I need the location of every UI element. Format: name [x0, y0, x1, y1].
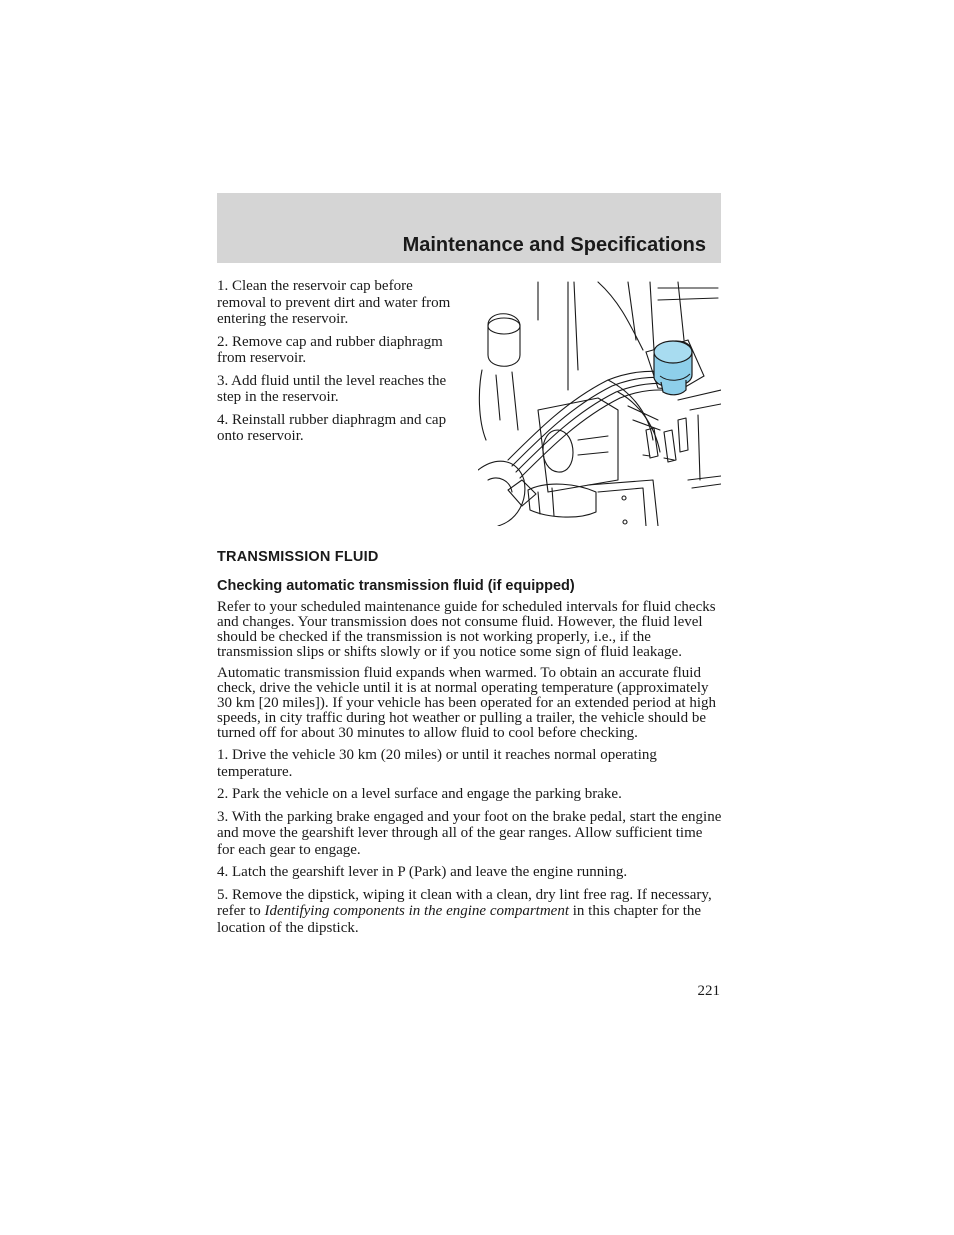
transmission-step-5 [217, 887, 723, 937]
checking-fluid-subheading: Checking automatic transmission fluid (if equipped) [217, 578, 575, 594]
brake-fluid-reservoir-illustration [478, 280, 721, 526]
transmission-step: 4. Latch the gearshift lever in P (Park) and leave the engine running. [217, 864, 628, 880]
section-title: Maintenance and Specifications [402, 234, 706, 256]
reservoir-step: 4. Reinstall rubber diaphragm and cap onto reservoir. [217, 411, 447, 444]
reservoir-step: 3. Add fluid until the level reaches the step in the reservoir. [217, 372, 447, 405]
step5-text: 5. Remove the dipstick, wiping it clean with a clean, dry lint free rag. If necessary, refer to [217, 886, 712, 919]
transmission-step: 3. With the parking brake engaged and your foot on the brake pedal, start the engine and move the gearshift lever through all of the gear ranges. Allow sufficient time for each gear to engage. [217, 808, 722, 858]
reservoir-step: 2. Remove cap and rubber diaphragm from reservoir. [217, 333, 443, 366]
transmission-step: 1. Drive the vehicle 30 km (20 miles) or until it reaches normal operating temperature. [217, 747, 657, 780]
section-header-band [217, 193, 721, 263]
transmission-fluid-heading: TRANSMISSION FLUID [217, 549, 379, 565]
reservoir-steps [217, 278, 462, 451]
body-paragraph: Refer to your scheduled maintenance guide for scheduled intervals for fluid checks and changes. Your transmission does not consume fluid. However, the fluid level should be checked if the transmission is not working properly, i.e., if the transmission slips or shifts slowly or if you notice some sign of fluid leakage. [217, 599, 716, 660]
page-number: 221 [697, 983, 720, 999]
reservoir-cap-highlight [654, 341, 692, 395]
step5-reference: Identifying components in the engine compartment [264, 903, 569, 919]
transmission-step: 2. Park the vehicle on a level surface and engage the parking brake. [217, 786, 622, 802]
transmission-body [217, 600, 723, 942]
step5-text-end: in this chapter for the location of the dipstick. [217, 903, 702, 936]
body-paragraph: Automatic transmission fluid expands when warmed. To obtain an accurate fluid check, drive the vehicle until it is at normal operating temperature (approximately 30 km [20 miles]). If your vehicle has been operated for an extended period at high speeds, in city traffic during hot weather or pulling a trailer, the vehicle should be turned off for about 30 minutes to allow fluid to cool before checking. [217, 665, 716, 741]
reservoir-step: 1. Clean the reservoir cap before removal to prevent dirt and water from entering the reservoir. [217, 278, 451, 327]
